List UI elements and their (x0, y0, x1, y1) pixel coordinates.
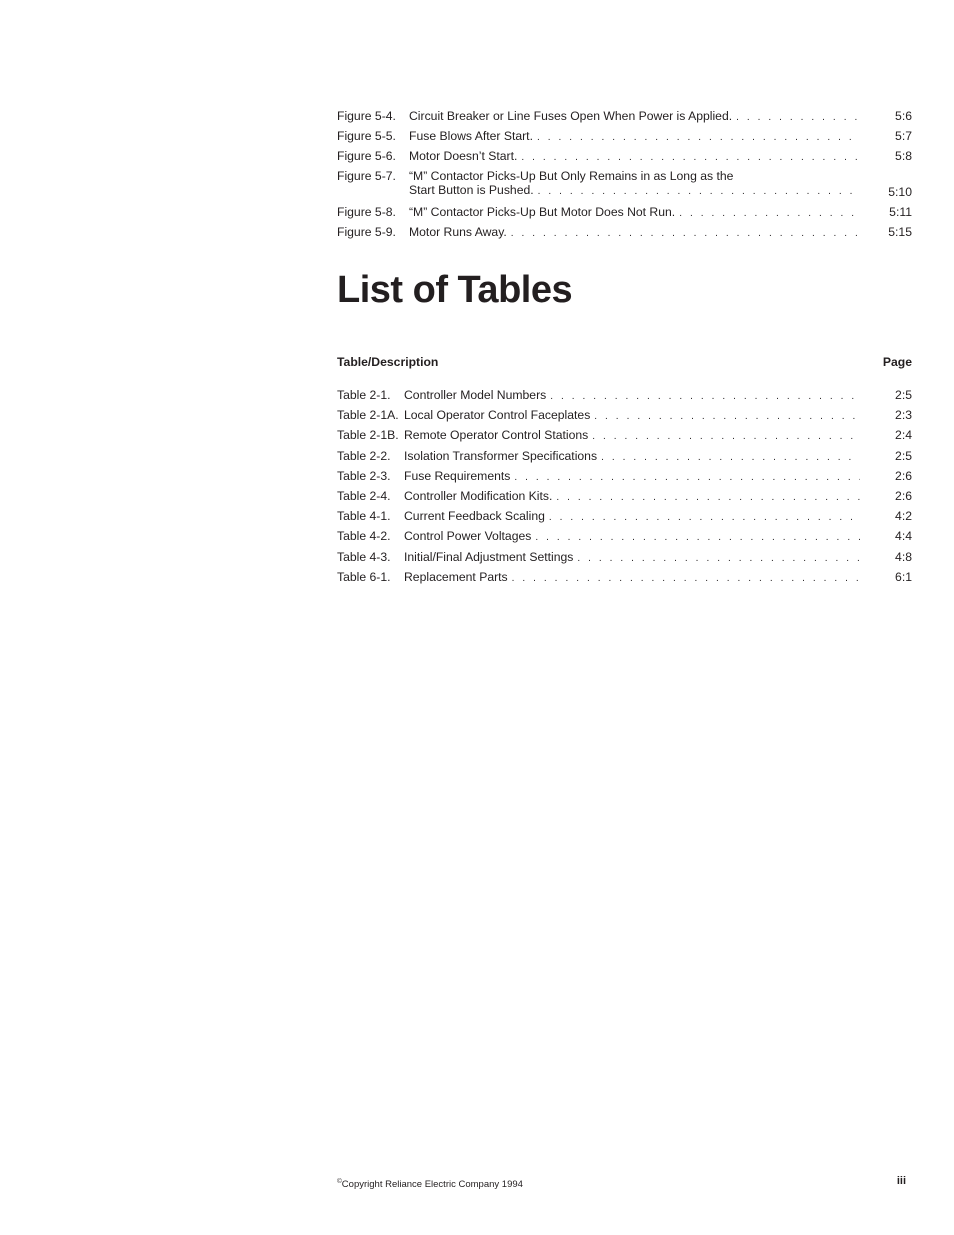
table-page: 2:3 (895, 408, 912, 423)
table-title: Isolation Transformer Specifications (404, 448, 598, 463)
table-page: 2:5 (895, 388, 912, 402)
figure-entry (337, 147, 912, 167)
page-number: iii (896, 1175, 906, 1187)
figure-page: 5:10 (888, 184, 912, 199)
dot-leader (514, 469, 860, 487)
table-title: Control Power Voltages (404, 529, 532, 544)
dot-leader (512, 570, 860, 588)
dot-leader (577, 550, 860, 568)
table-page: 2:6 (895, 489, 912, 504)
dot-leader (538, 185, 860, 199)
figure-label: Figure 5-8. (337, 204, 396, 219)
table-label: Table 2-1. (337, 388, 391, 402)
figure-page: 5:11 (889, 204, 912, 219)
dot-leader (594, 408, 860, 426)
copyright-notice (337, 1178, 523, 1190)
table-page: 4:2 (895, 509, 912, 524)
column-header-page: Page (882, 355, 912, 369)
figure-page: 5:6 (895, 109, 912, 123)
table-label: Table 2-4. (337, 489, 391, 504)
table-page: 2:4 (895, 428, 912, 443)
figure-title: Circuit Breaker or Line Fuses Open When Power is Applied. (409, 109, 733, 123)
table-list (337, 386, 912, 588)
table-title: Local Operator Control Faceplates (404, 408, 591, 423)
figure-entry (337, 127, 912, 147)
figure-label: Figure 5-5. (337, 129, 396, 144)
figure-entry (337, 223, 912, 243)
dot-leader (537, 129, 860, 147)
dot-leader (550, 388, 860, 406)
dot-leader (601, 449, 860, 467)
column-header-description: Table/Description (337, 355, 439, 369)
figure-list (337, 107, 912, 243)
table-title: Replacement Parts (404, 569, 508, 584)
figure-entry (337, 168, 912, 203)
dot-leader (736, 109, 860, 127)
page-title: List of Tables (337, 269, 573, 311)
figure-title: Fuse Blows After Start. (409, 129, 533, 144)
dot-leader (511, 225, 860, 243)
dot-leader (521, 149, 860, 167)
column-header (337, 355, 912, 369)
table-entry (337, 447, 912, 467)
figure-label: Figure 5-9. (337, 224, 396, 239)
dot-leader (535, 529, 860, 547)
table-entry (337, 467, 912, 487)
figure-label: Figure 5-7. (337, 168, 396, 183)
table-entry (337, 548, 912, 568)
table-entry (337, 527, 912, 547)
table-title: Controller Modification Kits. (404, 489, 553, 504)
table-entry (337, 386, 912, 406)
table-entry (337, 487, 912, 507)
dot-leader (679, 205, 860, 223)
figure-title: Motor Doesn’t Start. (409, 149, 518, 164)
figure-page: 5:15 (888, 224, 912, 239)
table-title: Remote Operator Control Stations (404, 428, 589, 443)
figure-entry (337, 203, 912, 223)
table-page: 4:4 (895, 529, 912, 544)
table-page: 2:5 (895, 448, 912, 463)
figure-page: 5:7 (895, 129, 912, 144)
table-entry (337, 406, 912, 426)
table-label: Table 2-1A. (337, 408, 399, 423)
figure-entry (337, 107, 912, 127)
table-label: Table 4-3. (337, 549, 391, 564)
table-label: Table 4-1. (337, 509, 391, 524)
table-label: Table 6-1. (337, 569, 391, 584)
table-label: Table 2-3. (337, 468, 391, 483)
table-page: 2:6 (895, 468, 912, 483)
dot-leader (592, 428, 860, 446)
figure-title: Motor Runs Away. (409, 224, 507, 239)
table-title: Fuse Requirements (404, 468, 511, 483)
table-entry (337, 568, 912, 588)
dot-leader (556, 489, 860, 507)
table-label: Table 2-1B. (337, 428, 399, 443)
copyright-symbol: © (337, 1178, 342, 1185)
table-title: Initial/Final Adjustment Settings (404, 549, 574, 564)
table-title: Controller Model Numbers (404, 388, 547, 402)
table-entry (337, 507, 912, 527)
figure-title-continued: Start Button is Pushed. (409, 182, 534, 197)
table-page: 4:8 (895, 549, 912, 564)
figure-page: 5:8 (895, 149, 912, 164)
table-page: 6:1 (895, 569, 912, 584)
figure-label: Figure 5-4. (337, 109, 396, 123)
table-label: Table 2-2. (337, 448, 391, 463)
table-title: Current Feedback Scaling (404, 509, 545, 524)
figure-label: Figure 5-6. (337, 149, 396, 164)
figure-title: “M” Contactor Picks-Up But Only Remains in as Long as the (409, 168, 734, 183)
copyright-text: Copyright Reliance Electric Company 1994 (341, 1179, 523, 1190)
table-label: Table 4-2. (337, 529, 391, 544)
table-entry (337, 426, 912, 446)
dot-leader (549, 509, 860, 527)
figure-title: “M” Contactor Picks-Up But Motor Does Not Run. (409, 204, 676, 219)
